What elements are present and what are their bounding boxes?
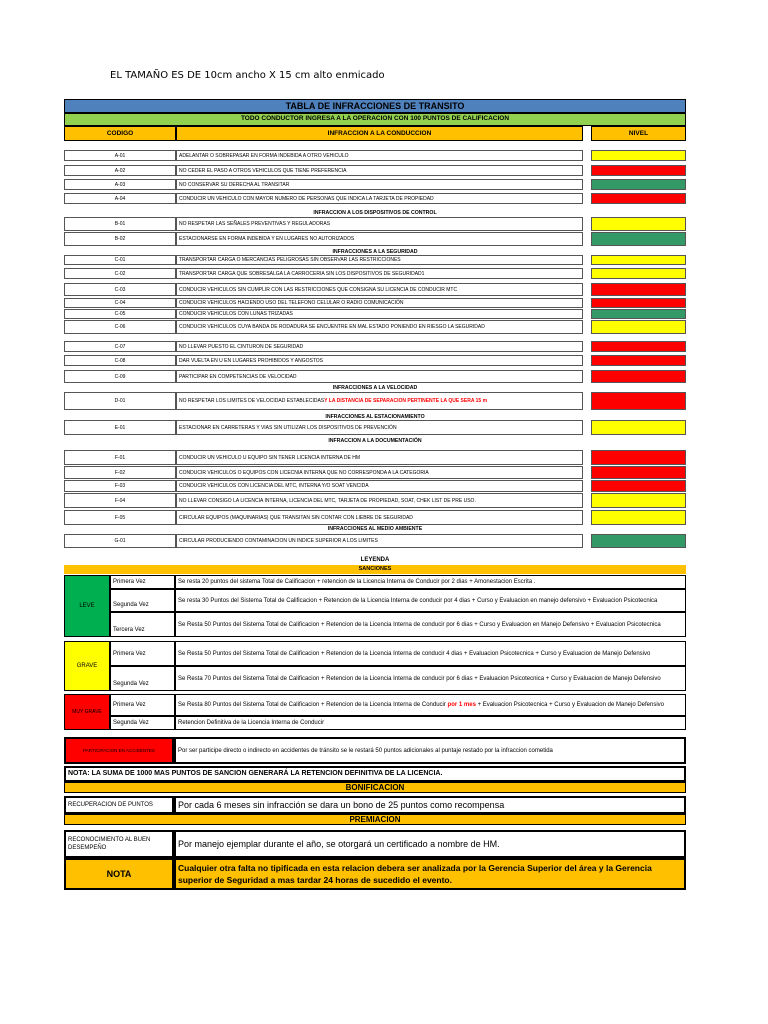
muy-grave-label: MUY GRAVE [64,694,110,730]
infraction-description-text: CONDUCIR UN VEHICULO U EQUIPO SIN TENER LICENCIA INTERNA DE HM [179,454,361,461]
infraction-description-text: CONDUCIR VEHICULOS CON LICENCIA DEL MTC, INTERNA Y/O SOAT VENCIDA [179,483,369,489]
level-indicator-red [591,165,686,176]
infraction-description-text: NO LLEVAR CONSIGO LA LICENCIA INTERNA, LICENCIA DEL MTC, TARJETA DE PROPIEDAD, SOAT, CHEK LIST DE PRE USO. [179,497,476,504]
level-indicator-red [591,450,686,465]
infraction-description-text: PARTICIPAR EN COMPETENCIAS DE VELOCIDAD [179,373,297,380]
muy-grave-first-time: Primera Vez [110,694,175,716]
infraction-description-text: CONDUCIR VEHICULOS HACIENDO USO DEL TELEFONO CELULAR O RADIO COMUNICACIÓN [179,300,404,306]
section-title: INFRACCIONES AL MEDIO AMBIENTE [327,526,423,532]
muy-grave-second-time: Segunda Vez [110,716,175,730]
bonus-title: BONIFICACION [64,782,686,793]
level-indicator-red [591,283,686,296]
infraction-code: C-02 [64,268,176,279]
infraction-code: F-03 [64,480,176,492]
sanctions-header: SANCIONES [64,565,686,574]
leve-first-sanction: Se resta 20 puntos del sistema Total de Calificacion + retencion de la Licencia Interna de Conducir por 2 dias + Amonestacion Escrita . [175,575,686,589]
muy-grave-first-sanction [175,694,686,716]
infraction-description [176,283,583,296]
grave-second-sanction: Se Resta 70 Puntos del Sistema Total de Calificacion + Retencion de la Licencia Interna de conducir por 6 dias + Evaluacion Psicotecnica + Curso y Evaluacion de Manejo Defensivo [175,666,686,691]
muy-grave-first-text: Se Resta 80 Puntos del Sistema Total de Calificacion + Retencion de la Licencia Interna de Conducir [178,702,446,708]
infraction-description [176,309,583,319]
infraction-description-text: ESTACIONAR EN CARRETERAS Y VIAS SIN UTILIZAR LOS DISPOSITIVOS DE PREVENCIÓN [179,424,397,431]
infraction-description-text: ADELANTAR O SOBREPASAR EN FORMA INDEBIDA A OTRO VEHICULO [179,152,349,159]
level-indicator-yellow [591,268,686,279]
section-title: INFRACCION A LA DOCUMENTACIÓN [328,438,422,444]
legend-title: LEYENDA [360,557,390,563]
table-subtitle: TODO CONDUCTOR INGRESA A LA OPERACION CON 100 PUNTOS DE CALIFICACION [64,113,686,126]
infraction-code: C-08 [64,355,176,366]
level-indicator-green [591,309,686,319]
level-indicator-red [591,370,686,383]
infraction-code: E-01 [64,420,176,435]
bonus-text: Por cada 6 meses sin infracción se dara un bono de 25 puntos como recompensa [174,796,686,814]
accidents-text: Por ser participe directo o indirecto en accidentes de tránsito se le restará 50 puntos adicionales al puntaje restado por la infraccion cometida [174,737,686,764]
table-title: TABLA DE INFRACCIONES DE TRANSITO [64,99,686,113]
infraction-code: C-01 [64,255,176,265]
grave-label: GRAVE [64,641,110,691]
award-text: Por manejo ejemplar durante el año, se otorgará un certificado a nombre de HM. [174,830,686,858]
grave-second-time: Segunda Vez [110,666,175,691]
size-note: EL TAMAÑO ES DE 10cm ancho X 15 cm alto enmicado [110,70,385,81]
infraction-description [176,193,583,204]
infraction-description [176,255,583,265]
infraction-description [176,232,583,246]
infraction-description [176,165,583,176]
level-indicator-red [591,466,686,479]
infraction-description [176,298,583,308]
infraction-description [176,320,583,334]
bonus-label: RECUPERACION DE PUNTOS [64,796,174,814]
infraction-description [176,420,583,435]
infraction-description-text: CIRCULAR EQUIPOS (MAQUINARIAS) QUE TRANSITAN SIN CONTAR CON LIEBRE DE SEGURIDAD [179,514,413,521]
infraction-code: B-01 [64,217,176,231]
grave-first-time: Primera Vez [110,641,175,666]
infraction-code: C-03 [64,283,176,296]
infraction-description [176,392,583,410]
infraction-description [176,450,583,465]
section-title: INFRACCIONES AL ESTACIONAMIENTO [325,414,425,420]
level-indicator-yellow [591,420,686,435]
award-label: RECONOCIMIENTO AL BUEN DESEMPEÑO [64,830,174,858]
infraction-description-text: CONDUCIR VEHICULOS CON LUNAS TRIZADAS [179,311,293,317]
level-indicator-red [591,341,686,352]
level-indicator-yellow [591,255,686,265]
level-indicator-red [591,298,686,308]
level-indicator-red [591,480,686,492]
infraction-code: F-05 [64,510,176,525]
infraction-description [176,493,583,508]
infraction-description-text: TRANSPORTAR CARGA O MERCANCIAS PELIGROSAS SIN OBSERVAR LAS RESTRICCIONES [179,257,401,263]
leve-third-sanction: Se Resta 50 Puntos del Sistema Total de Calificacion + Retencion de la Licencia Interna de conducir por 6 dias + Curso y Evaluacion en Manejo Defensivo + Evaluacion Psicotecnica [175,612,686,637]
infraction-description [176,341,583,352]
infraction-description [176,480,583,492]
infraction-code: C-07 [64,341,176,352]
infraction-description-text: ESTACIONARSE EN FORMA INDEBIDA Y EN LUGARES NO AUTORIZADOS [179,236,355,242]
infraction-description [176,355,583,366]
leve-second-time: Segunda Vez [110,589,175,612]
infraction-description-text: CONDUCIR UN VEHICULO CON MAYOR NUMERO DE PERSONAS QUE INDICA LA TARJETA DE PROPIEDAD [179,195,434,202]
leve-second-sanction: Se resta 30 Puntos del Sistema Total de Calificacion + Retencion de la Licencia Interna de conducir por 4 dias + Curso y Evaluacion en manejo defensivo + Evaluacion Psicotecnica [175,589,686,612]
infraction-description-text: NO CONSERVAR SU DERECHA AL TRANSITAR [179,181,290,188]
level-indicator-red [591,193,686,204]
infraction-description [176,217,583,231]
infraction-code: C-05 [64,309,176,319]
infraction-description-text: CONDUCIR VEHICULOS SIN CUMPLIR CON LAS RESTRICCIONES QUE CONSIGNA SU LICENCIA DE CONDUCIR MTC [179,286,458,293]
infraction-description-text: CONDUCIR VEHICULOS O EQUIPOS CON LICECNIA INTERNA QUE NO CORRESPONDA A LA CATEGORIA [179,469,429,476]
muy-grave-first-text-red: por 1 mes [445,702,476,708]
accidents-label: PARTICIPACION EN ACCIDENTES [64,737,174,764]
section-title: INFRACCIONES A LA SEGURIDAD [332,249,418,255]
level-indicator-green [591,232,686,246]
final-note-label: NOTA [64,858,174,890]
infraction-code: B-02 [64,232,176,246]
sum-note: NOTA: LA SUMA DE 1000 MAS PUNTOS DE SANCION GENERARÁ LA RETENCION DEFINITIVA DE LA LICENCIA. [64,766,686,782]
section-title: INFRACCIONES A LA VELOCIDAD [332,385,418,391]
section-title: INFRACCION A LOS DISPOSITIVOS DE CONTROL [313,210,437,216]
infraction-code: A-02 [64,165,176,176]
level-indicator-green [591,534,686,548]
infraction-description-text: NO RESPETAR LOS LIMITES DE VELOCIDAD ESTABLECIDAS [179,398,325,404]
infraction-code: A-01 [64,150,176,161]
level-indicator-yellow [591,217,686,231]
infraction-description-text: TRANSPORTAR CARGA QUE SOBRESALGA LA CARROCERIA SIN LOS DISPOSITIVOS DE SEGURIDAD1 [179,270,425,277]
level-indicator-yellow [591,510,686,525]
infraction-description [176,534,583,548]
muy-grave-second-sanction: Retencion Definitiva de la Licencia Interna de Conducir [175,716,686,730]
infraction-code: C-09 [64,370,176,383]
muy-grave-first-text-after: + Evaluacion Psicotecnica + Curso y Evaluacion de Manejo Defensivo [475,702,665,708]
infraction-code: F-01 [64,450,176,465]
infraction-description [176,268,583,279]
header-code: CODIGO [64,126,176,141]
infraction-description-text: CONDUCIR VEHICULOS CUYA BANDA DE RODADURA SE ENCUENTRE EN MAL ESTADO PONIENDO EN RIESGO LA SEGURIDAD [179,324,485,330]
leve-first-time: Primera Vez [110,575,175,589]
header-level: NIVEL [591,126,686,141]
level-indicator-yellow [591,493,686,508]
level-indicator-green [591,179,686,190]
infraction-description-highlight: Y LA DISTANCIA DE SEPARACION PERTINENTE LA QUE SERA 15 m [324,398,488,404]
infraction-description-text: DAR VUELTA EN U EN LUGARES PROHIBIDOS Y ANGOSTOS [179,357,324,364]
infraction-code: A-04 [64,193,176,204]
infraction-description-text: NO CEDER EL PASO A OTROS VEHICULOS QUE TIENE PREFERENCIA [179,167,347,174]
infraction-code: C-04 [64,298,176,308]
grave-first-sanction: Se Resta 50 Puntos del Sistema Total de Calificacion + Retencion de la Licencia Interna de conducir 4 dias + Evaluacion Psicotecnica + Curso y Evaluacion de Manejo Defensivo [175,641,686,666]
infraction-code: F-02 [64,466,176,479]
infraction-code: A-03 [64,179,176,190]
header-infraction: INFRACCION A LA CONDUCCION [176,126,583,141]
infraction-description-text: CIRCULAR PRODUCIENDO CONTAMINACION UN INDICE SUPERIOR A LOS LIMITES [179,538,378,544]
infraction-description [176,510,583,525]
infraction-description [176,466,583,479]
level-indicator-red [591,355,686,366]
infraction-description-text: NO LLEVAR PUESTO EL CINTURON DE SEGURIDAD [179,343,304,350]
level-indicator-red [591,392,686,410]
infraction-code: G-01 [64,534,176,548]
final-note-text: Cualquier otra falta no tipificada en esta relacion debera ser analizada por la Gerencia Superior del área y la Gerencia superior de Seguridad a mas tardar 24 horas de sucedido el evento. [174,858,686,890]
leve-third-time: Tercera Vez [110,612,175,637]
leve-label: LEVE [64,575,110,637]
infraction-code: F-04 [64,493,176,508]
level-indicator-yellow [591,150,686,161]
infraction-description-text: NO RESPETAR LAS SEÑALES PREVENTIVAS Y REGULADORAS [179,221,331,227]
infraction-description [176,179,583,190]
level-indicator-yellow [591,320,686,334]
infraction-description [176,370,583,383]
infraction-description [176,150,583,161]
infraction-code: D-01 [64,392,176,410]
award-title: PREMIACION [64,814,686,825]
infraction-code: C-06 [64,320,176,334]
